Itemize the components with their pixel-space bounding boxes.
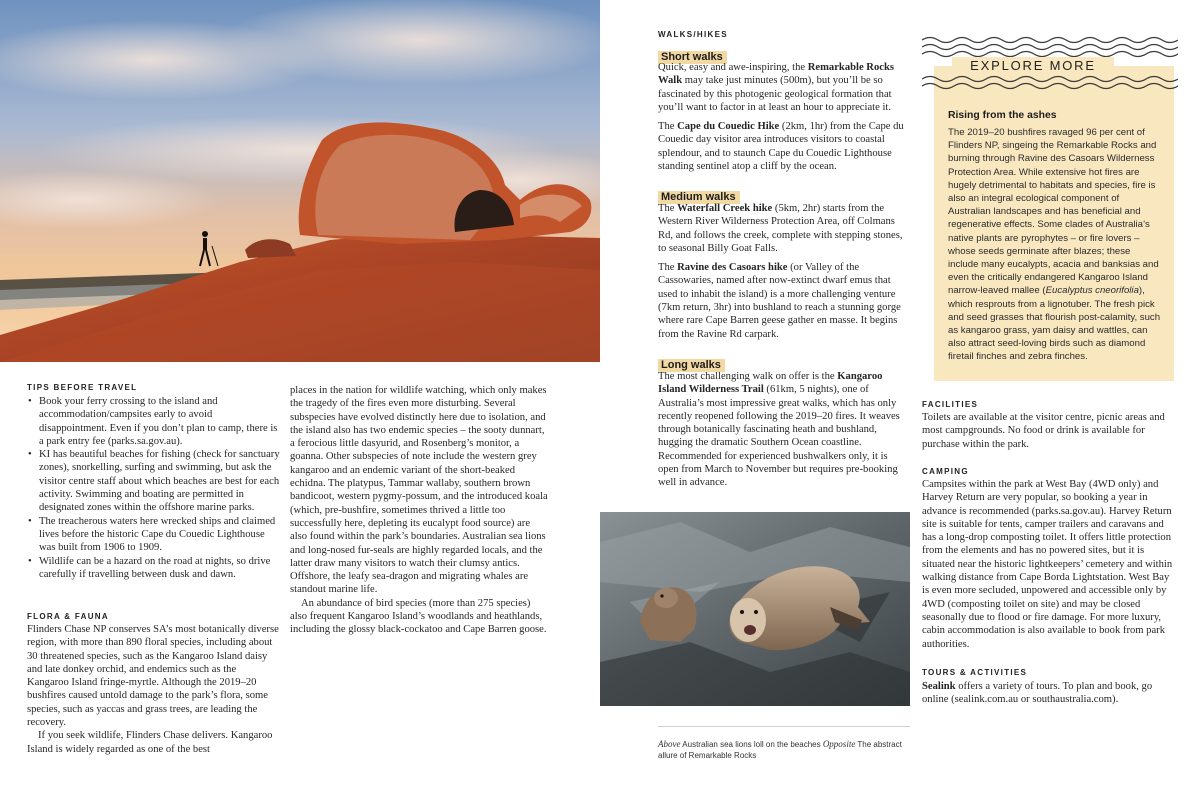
photo-caption: Above Australian sea lions loll on the beaches Opposite The abstract allure of Remarkable Rocks xyxy=(658,739,902,760)
flora-heading: FLORA & FAUNA xyxy=(27,612,109,621)
walks-heading: WALKS/HIKES xyxy=(658,30,728,39)
facilities-text: Toilets are available at the visitor centre, picnic areas and most campgrounds. No food or drink is available for purchase within the park. xyxy=(922,412,1165,450)
remarkable-rocks-photo xyxy=(0,0,600,362)
long-walks-paragraph: The most challenging walk on offer is the Kangaroo Island Wilderness Trail (61km, 5 nights), one of Australia’s most impressive great walks, which has only recently reopened following the 2019–20 fires. It weaves through botanically fascinating heath and bushland, hugging the dramatic Southern Ocean coastline. Recommended for experienced bushwalkers only, it is open from March to November but requires pre-booking well in advance. xyxy=(658,371,900,489)
short-walks-text xyxy=(658,61,910,173)
sea-lions-photo xyxy=(600,512,910,706)
tips-heading: TIPS BEFORE TRAVEL xyxy=(27,383,138,392)
camping-heading: CAMPING xyxy=(922,467,969,476)
medium-walks-label: Medium walks xyxy=(658,191,740,204)
medium-walks-text xyxy=(658,202,910,341)
medium-walks-paragraph: The Waterfall Creek hike (5km, 2hr) starts from the Western River Wilderness Protection Area, off Colmans Rd, and follows the creek, complete with stepping stones, to seasonal Billy Goat Falls. xyxy=(658,203,903,254)
explore-more-stamp: EXPLORE MORE xyxy=(952,57,1114,75)
tours-heading: TOURS & ACTIVITIES xyxy=(922,668,1028,677)
long-walks-label: Long walks xyxy=(658,359,725,372)
flora-column-1 xyxy=(27,623,280,756)
flora-paragraph: Flinders Chase NP conserves SA’s most botanically diverse region, with more than 890 floral species, including about 30 threatened species, such as the Kangaroo Island daisy and late donkey orchid, and endemics such as the Kangaroo Island fringe-myrtle. Although the 2019–20 bushfires caused untold damage to the park’s flora, some species, such as yaccas and grass trees, are leading the recovery. xyxy=(27,624,279,729)
tip-item: • KI has beautiful beaches for fishing (check for sanctuary zones), snorkelling, surfing and swimming, but ask the visitor centre staff about which beaches are best for each activity. Swimming and boating are permitted in designated zones within the offshore marine parks. xyxy=(39,448,280,514)
flora-paragraph: If you seek wildlife, Flinders Chase delivers. Kangaroo Island is widely regarded as one of the best xyxy=(27,730,273,755)
tips-list-container xyxy=(27,395,280,581)
tours-text: Sealink offers a variety of tours. To plan and book, go online (sealink.com.au or southaustralia.com). xyxy=(922,681,1153,706)
flora-paragraph: places in the nation for wildlife watching, which only makes the tragedy of the fires even more disturbing. Several subspecies have evolved distinctly here due to isolation, and the island also has two endemic species – the sooty dunnart, a ferocious little dasyurid, and Rosenberg’s monitor, a goanna. Other subspecies of note include the western grey kangaroo and an endemic variant of the short-beaked echidna. The platypus, Tammar wallaby, southern brown bandicoot, western pygmy-possum, and the introduced koala (which, pre-bushfire, sometimes thrived a little too successfully here, depleting its eucalypt food source) are also found within the park’s boundaries. Australian sea lions and long-nosed fur-seals are highly regarded locals, and the latter draw many visitors to watch their clumsy antics. Offshore, the leafy sea-dragon and migrating whales are standout marine life. xyxy=(290,385,548,596)
facilities-heading: FACILITIES xyxy=(922,400,979,409)
flora-paragraph: An abundance of bird species (more than 275 species) also frequent Kangaroo Island’s woodlands and heathlands, including the glossy black-cockatoo and Cape Barren goose. xyxy=(290,597,547,636)
tip-item: • Wildlife can be a hazard on the road at nights, so drive carefully if travelling between dusk and dawn. xyxy=(39,555,280,582)
flora-column-2 xyxy=(290,384,548,637)
short-walks-paragraph: Quick, easy and awe-inspiring, the Remarkable Rocks Walk may take just minutes (500m), but you’ll be so fascinated by this photogenic geological formation that you’ll want to factor in at least an hour to appreciate it. xyxy=(658,62,894,113)
short-walks-label: Short walks xyxy=(658,51,727,64)
medium-walks-paragraph: The Ravine des Casoars hike (or Valley of the Cassowaries, named after now-extinct dwarf emus that used to inhabit the island) is a more challenging venture (7km return, 3hr) into bushland to reach a stunning gorge where rare Cape Barren geese gather en masse. It begins from the Ravine Rd carpark. xyxy=(658,262,901,340)
camping-text: Campsites within the park at West Bay (4WD only) and Harvey Return are very popular, so booking a year in advance is recommended (parks.sa.gov.au). Harvey Return site is suitable for tents, camper trailers and caravans and has a long-drop composting toilet. It offers little protection from the elements and has no powered sites, but it is situated near the historic lightkeepers’ cemetery and within walking distance from Cape Borda Lightstation. West Bay is even more secluded, unpowered and accessible only by 4WD (composting toilet on site) and may be closed seasonally due to flood or fire damage. For more luxury, cabin accommodation is also available to book from park authorities. xyxy=(922,479,1173,650)
tips-list xyxy=(27,395,280,581)
explore-more-body: The 2019–20 bushfires ravaged 96 per cent of Flinders NP, singeing the Remarkable Rocks and burning through Ravine des Casoars Wilderness Protection Area. While extensive hot fires are hugely detrimental to habitats and species, fire is also an integral ecological component of Australian landscapes and has beneficial and regenerative effects. Some clades of Australia’s native plants are pyrophytes – or fire lovers – whose seeds germinate after blazes; these include many eucalypts, acacia and banksias and even the critically endangered Kangaroo Island narrow-leaved mallee (Eucalyptus cneorifolia), which resprouts from a lignotuber. The fresh pick and seed grasses that flourish post-calamity, such as kangaroo grass, yam daisy and wattles, can also attract seed-loving birds such as diamond firetail finches and zebra finches. xyxy=(948,127,1161,363)
explore-more-title: Rising from the ashes xyxy=(948,110,1057,121)
short-walks-paragraph: The Cape du Couedic Hike (2km, 1hr) from the Cape du Couedic day visitor area introduces visitors to coastal splendour, and to staunch Cape du Couedic Lighthouse standing sentinel atop a cliff by the ocean. xyxy=(658,121,904,173)
long-walks-text xyxy=(658,370,910,490)
tip-item: • Book your ferry crossing to the island and accommodation/campsites early to avoid disappointment. Even if you don’t plan to camp, there is a park entry fee (parks.sa.gov.au). xyxy=(39,395,280,448)
caption-divider xyxy=(658,726,910,727)
tip-item: • The treacherous waters here wrecked ships and claimed lives before the historic Cape du Couedic Lighthouse was built from 1906 to 1909. xyxy=(39,515,280,555)
